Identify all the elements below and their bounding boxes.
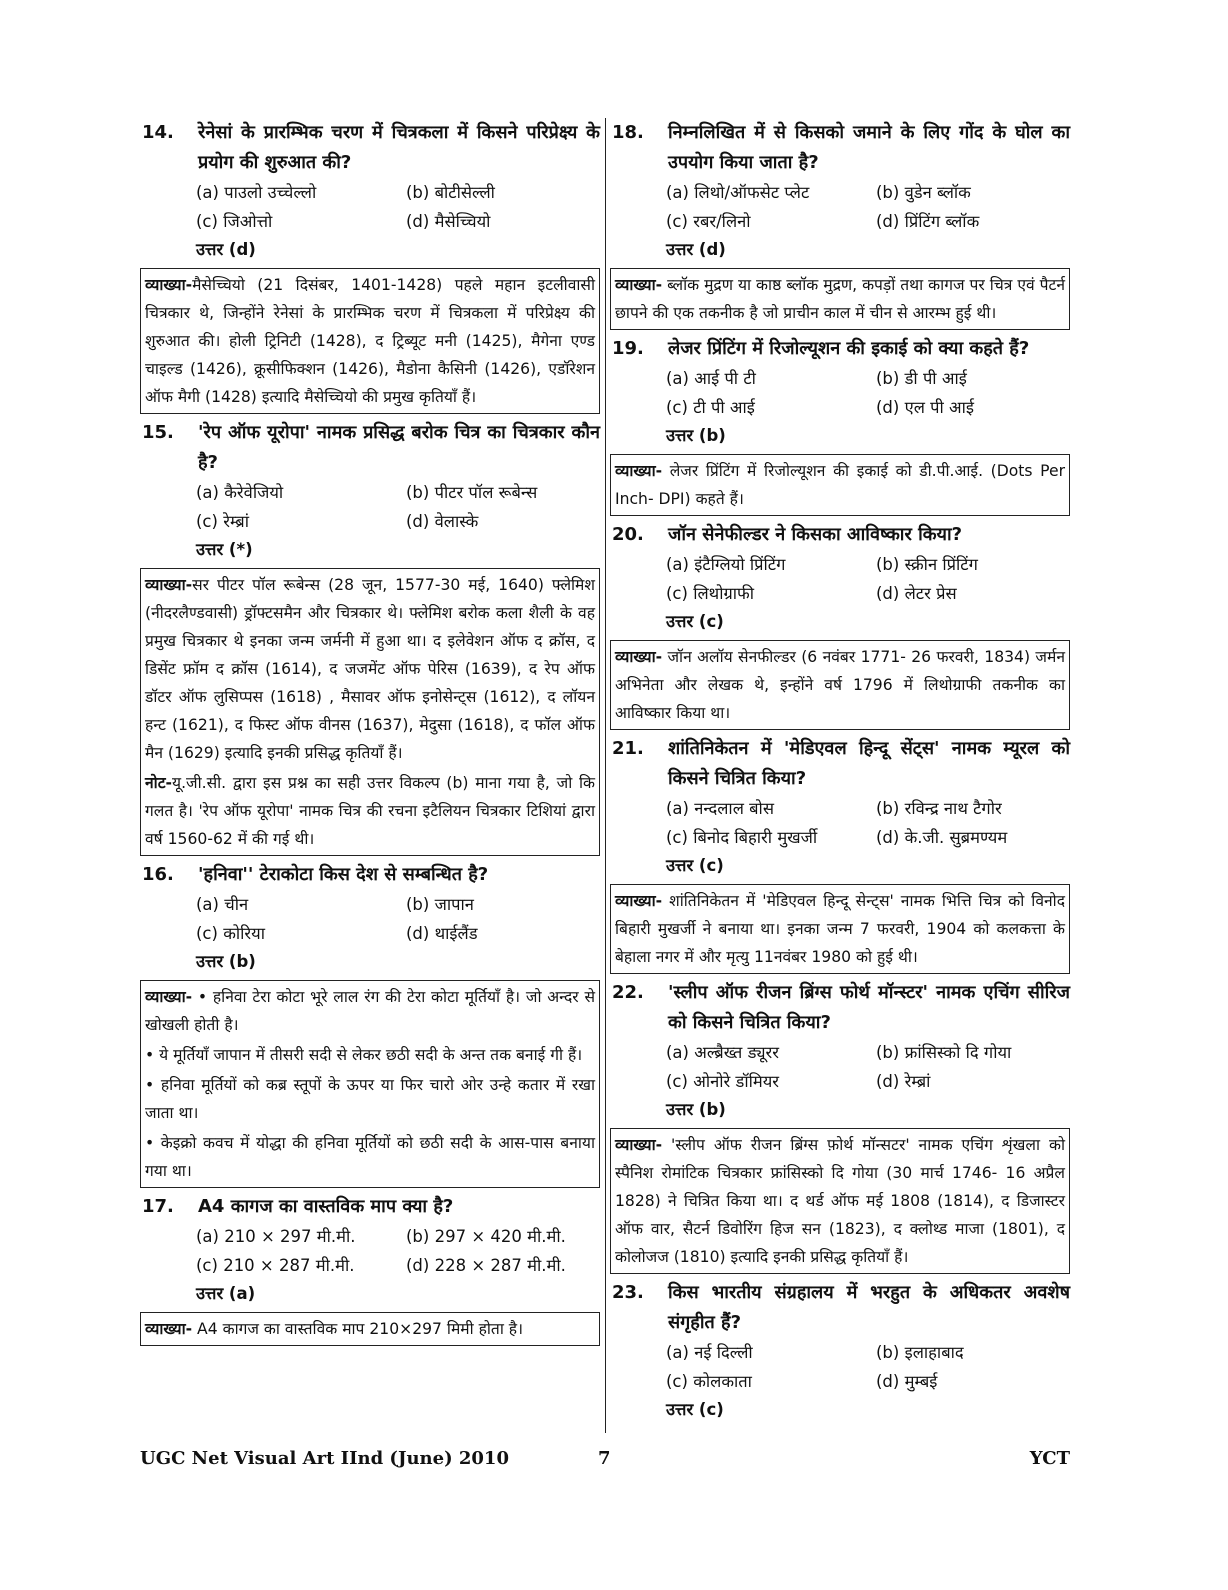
question-23: [610, 1278, 1070, 1424]
question-text: शांतिनिकेतन में 'मेडिएवल हिन्दू सेंट्स' नामक म्यूरल को किसने चित्रित किया?: [668, 738, 1070, 789]
option-a: (a) लिथो/ऑफसेट प्लेट: [666, 183, 810, 202]
explanation-text: शांतिनिकेतन में 'मेडिएवल हिन्दू सेन्ट्स' नामक भित्ति चित्र को विनोद बिहारी मुखर्जी ने बनाया था। इनका जन्म 7 फरवरी, 1904 को कलकत्ता के बेहाला नगर में और मृत्यु 11नवंबर 1980 को हुई थी।: [615, 892, 1065, 966]
options: [666, 794, 1070, 852]
option-d: (d) थाईलैंड: [406, 924, 478, 943]
explanation-text: लेजर प्रिंटिंग में रिजोल्यूशन की इकाई को डी.पी.आई. (Dots Per Inch- DPI) कहते हैं।: [615, 462, 1065, 508]
option-b: (b) जापान: [406, 895, 474, 914]
page-footer: [140, 1448, 1070, 1476]
question-17: [140, 1192, 600, 1346]
option-a: (a) नन्दलाल बोस: [666, 799, 774, 818]
explanation-text: ब्लॉक मुद्रण या काष्ठ ब्लॉक मुद्रण, कपड़ों तथा कागज पर चित्र एवं पैटर्न छापने की एक तकनीक है जो प्राचीन काल में चीन से आरम्भ हुई थी।: [615, 276, 1065, 322]
option-a: (a) अल्ब्रैख्त ड्यूरर: [666, 1043, 780, 1062]
explanation-text: 'स्लीप ऑफ रीजन ब्रिंग्स फ़ोर्थ मॉन्सटर' नामक एचिंग शृंखला को स्पैनिश रोमांटिक चित्रकार फ्रांसिस्को दि गोया (30 मार्च 1746- 16 अप्रैल 1828) ने चित्रित किया था। द थर्ड ऑफ मई 1808 (1814), द डिजास्टर ऑफ वार, सैटर्न डिवोरिंग हिज सन (1823), द क्लोथ्ड माजा (1801), द कोलोजज (1810) इत्यादि इनकी प्रसिद्ध कृतियाँ हैं।: [615, 1136, 1065, 1266]
page-number: 7: [598, 1448, 611, 1469]
explanation-label: व्याख्या-: [145, 276, 193, 294]
option-c: (c) 210 × 287 मी.मी.: [196, 1256, 355, 1275]
option-c: (c) ओनोरे डॉमियर: [666, 1072, 780, 1091]
option-a: (a) कैरेवेजियो: [196, 483, 284, 502]
question-text: लेजर प्रिंटिंग में रिजोल्यूशन की इकाई को क्या कहते हैं?: [668, 338, 1030, 359]
question-number: 23.: [612, 1282, 644, 1303]
option-b: (b) 297 × 420 मी.मी.: [406, 1227, 566, 1246]
answer: उत्तर (*): [196, 540, 253, 559]
explanation-label: व्याख्या-: [615, 462, 663, 480]
option-a: (a) इंटैग्लियो प्रिंटिंग: [666, 555, 786, 574]
option-d: (d) लेटर प्रेस: [876, 584, 957, 603]
explanation-box: [610, 1128, 1070, 1274]
option-d: (d) प्रिंटिंग ब्लॉक: [876, 212, 980, 231]
option-d: (d) एल पी आई: [876, 398, 975, 417]
question-19: [610, 334, 1070, 516]
explanation-box: [610, 884, 1070, 974]
question-16: [140, 860, 600, 1188]
explanation-label: व्याख्या-: [145, 988, 193, 1006]
options: [196, 178, 600, 236]
question-number: 19.: [612, 338, 644, 359]
question-text: निम्नलिखित में से किसको जमाने के लिए गोंद के घोल का उपयोग किया जाता है?: [668, 122, 1070, 173]
explanation-box: [140, 568, 600, 856]
explanation-label: व्याख्या-: [145, 1320, 193, 1338]
option-d: (d) रेम्ब्रां: [876, 1072, 931, 1091]
options: [666, 1338, 1070, 1396]
question-number: 18.: [612, 122, 644, 143]
option-c: (c) जिओत्तो: [196, 212, 273, 231]
explanation-label: व्याख्या-: [615, 648, 663, 666]
options: [666, 364, 1070, 422]
answer: उत्तर (c): [666, 1400, 724, 1419]
option-b: (b) पीटर पॉल रूबेन्स: [406, 483, 538, 502]
option-c: (c) कोलकाता: [666, 1372, 752, 1391]
explanation-text: • हनिवा टेरा कोटा भूरे लाल रंग की टेरा कोटा मूर्तियाँ है। जो अन्दर से खोखली होती है।: [145, 988, 595, 1034]
option-c: (c) रेम्ब्रां: [196, 512, 249, 531]
option-b: (b) फ्रांसिस्को दि गोया: [876, 1043, 1012, 1062]
answer: उत्तर (d): [196, 240, 256, 259]
question-18: [610, 118, 1070, 330]
question-text: किस भारतीय संग्रहालय में भरहुत के अधिकतर अवशेष संगृहीत हैं?: [668, 1282, 1070, 1333]
option-b: (b) डी पी आई: [876, 369, 967, 388]
question-number: 20.: [612, 524, 644, 545]
answer: उत्तर (d): [666, 240, 726, 259]
question-number: 16.: [142, 864, 174, 885]
question-21: [610, 734, 1070, 974]
explanation-label: व्याख्या-: [145, 576, 193, 594]
option-c: (c) रबर/लिनो: [666, 212, 751, 231]
question-text: 'रेप ऑफ यूरोपा' नामक प्रसिद्ध बरोक चित्र का चित्रकार कौन है?: [198, 422, 600, 473]
explanation-label: व्याख्या-: [615, 892, 663, 910]
question-20: [610, 520, 1070, 730]
option-b: (b) रविन्द्र नाथ टैगोर: [876, 799, 1002, 818]
explanation-box: [610, 268, 1070, 330]
option-c: (c) कोरिया: [196, 924, 266, 943]
explanation-box: [140, 268, 600, 414]
right-column: [610, 118, 1070, 1424]
question-14: [140, 118, 600, 414]
option-b: (b) वुडेन ब्लॉक: [876, 183, 971, 202]
option-a: (a) चीन: [196, 895, 249, 914]
question-number: 15.: [142, 422, 174, 443]
option-c: (c) बिनोद बिहारी मुखर्जी: [666, 828, 818, 847]
question-text: 'हनिवा'' टेराकोटा किस देश से सम्बन्धित है?: [198, 864, 489, 885]
option-c: (c) टी पी आई: [666, 398, 755, 417]
answer: उत्तर (b): [196, 952, 256, 971]
note-text: यू.जी.सी. द्वारा इस प्रश्न का सही उत्तर विकल्प (b) माना गया है, जो कि गलत है। 'रेप ऑफ यूरोपा' नामक चित्र की रचना इटैलियन चित्रकार टिशियां द्वारा वर्ष 1560-62 में की गई थी।: [145, 774, 595, 848]
option-d: (d) मैसेच्चियो: [406, 212, 491, 231]
option-a: (a) आई पी टी: [666, 369, 756, 388]
option-d: (d) वेलास्के: [406, 512, 479, 531]
question-number: 14.: [142, 122, 174, 143]
options: [666, 550, 1070, 608]
question-text: रेनेसां के प्रारम्भिक चरण में चित्रकला में किसने परिप्रेक्ष्य के प्रयोग की शुरुआत की?: [198, 122, 600, 173]
answer: उत्तर (b): [666, 426, 726, 445]
explanation-text: जॉन अलॉय सेनफील्डर (6 नवंबर 1771- 26 फरवरी, 1834) जर्मन अभिनेता और लेखक थे, इन्होंने वर्ष 1796 में लिथोग्राफी तकनीक का आविष्कार किया था।: [615, 648, 1065, 722]
options: [196, 1222, 600, 1280]
explanation-bullet: • केइक्रो कवच में योद्धा की हनिवा मूर्तियों को छठी सदी के आस-पास बनाया गया था।: [145, 1134, 595, 1180]
option-b: (b) स्क्रीन प्रिंटिंग: [876, 555, 978, 574]
options: [666, 178, 1070, 236]
publisher-name: YCT: [1029, 1448, 1070, 1469]
explanation-text: A4 कागज का वास्तविक माप 210×297 मिमी होता है।: [192, 1320, 523, 1338]
answer: उत्तर (c): [666, 612, 724, 631]
option-a: (a) नई दिल्ली: [666, 1343, 753, 1362]
explanation-label: व्याख्या-: [615, 276, 663, 294]
answer: उत्तर (c): [666, 856, 724, 875]
option-b: (b) इलाहाबाद: [876, 1343, 964, 1362]
option-a: (a) 210 × 297 मी.मी.: [196, 1227, 356, 1246]
options: [196, 478, 600, 536]
question-22: [610, 978, 1070, 1274]
answer: उत्तर (b): [666, 1100, 726, 1119]
option-d: (d) मुम्बई: [876, 1372, 938, 1391]
question-15: [140, 418, 600, 856]
explanation-bullet: • ये मूर्तियाँ जापान में तीसरी सदी से लेकर छठी सदी के अन्त तक बनाई गी हैं।: [145, 1046, 583, 1064]
note-label: नोट-: [145, 774, 173, 792]
answer: उत्तर (a): [196, 1284, 256, 1303]
footer-exam-title: UGC Net Visual Art IInd (June) 2010: [140, 1448, 509, 1469]
option-d: (d) 228 × 287 मी.मी.: [406, 1256, 566, 1275]
explanation-box: [140, 980, 600, 1188]
option-c: (c) लिथोग्राफी: [666, 584, 755, 603]
question-number: 22.: [612, 982, 644, 1003]
left-column: [140, 118, 600, 1350]
question-text: जॉन सेनेफील्डर ने किसका आविष्कार किया?: [668, 524, 963, 545]
options: [666, 1038, 1070, 1096]
explanation-text: मैसेच्चियो (21 दिसंबर, 1401-1428) पहले महान इटलीवासी चित्रकार थे, जिन्होंने रेनेसां के प्रारम्भिक चरण में चित्रकला में परिप्रेक्ष्य की शुरुआत की। होली ट्रिनिटी (1428), द ट्रिब्यूट मनी (1425), मैगेना एण्ड चाइल्ड (1426), क्रूसीफिक्शन (1426), मैडोना कैसिनी (1426), एडॉरेशन ऑफ मैगी (1428) इत्यादि मैसेच्चियो की प्रमुख कृतियाँ हैं।: [145, 276, 595, 406]
option-b: (b) बोटीसेल्ली: [406, 183, 495, 202]
option-d: (d) के.जी. सुब्रमण्यम: [876, 828, 1008, 847]
question-number: 21.: [612, 738, 644, 759]
question-text: A4 कागज का वास्तविक माप क्या है?: [198, 1196, 454, 1217]
explanation-bullet: • हनिवा मूर्तियों को कब्र स्तूपों के ऊपर या फिर चारो ओर उन्हे कतार में रखा जाता था।: [145, 1076, 595, 1122]
explanation-box: [140, 1312, 600, 1346]
explanation-text: सर पीटर पॉल रूबेन्स (28 जून, 1577-30 मई, 1640) फ्लेमिश (नीदरलैण्डवासी) ड्रॉफ्टसमैन और चित्रकार थे। फ्लेमिश बरोक कला शैली के वह प्रमुख चित्रकार थे इनका जन्म जर्मनी में हुआ था। द इलेवेशन ऑफ द क्रॉस, द डिसेंट फ्रॉम द क्रॉस (1614), द जजमेंट ऑफ पेरिस (1639), द रेप ऑफ डॉटर ऑफ लुसिप्पस (1618) , मैसावर ऑफ इनोसेन्ट्स (1612), द लॉयन हन्ट (1621), द फिस्ट ऑफ वीनस (1637), मेदुसा (1618), द फॉल ऑफ मैन (1629) इत्यादि इनकी प्रसिद्ध कृतियाँ हैं।: [145, 576, 595, 762]
explanation-label: व्याख्या-: [615, 1136, 663, 1154]
question-text: 'स्लीप ऑफ रीजन ब्रिंग्स फोर्थ मॉन्स्टर' नामक एचिंग सीरिज को किसने चित्रित किया?: [668, 982, 1070, 1033]
option-a: (a) पाउलो उच्चेल्लो: [196, 183, 317, 202]
question-number: 17.: [142, 1196, 174, 1217]
explanation-box: [610, 640, 1070, 730]
options: [196, 890, 600, 948]
explanation-box: [610, 454, 1070, 516]
